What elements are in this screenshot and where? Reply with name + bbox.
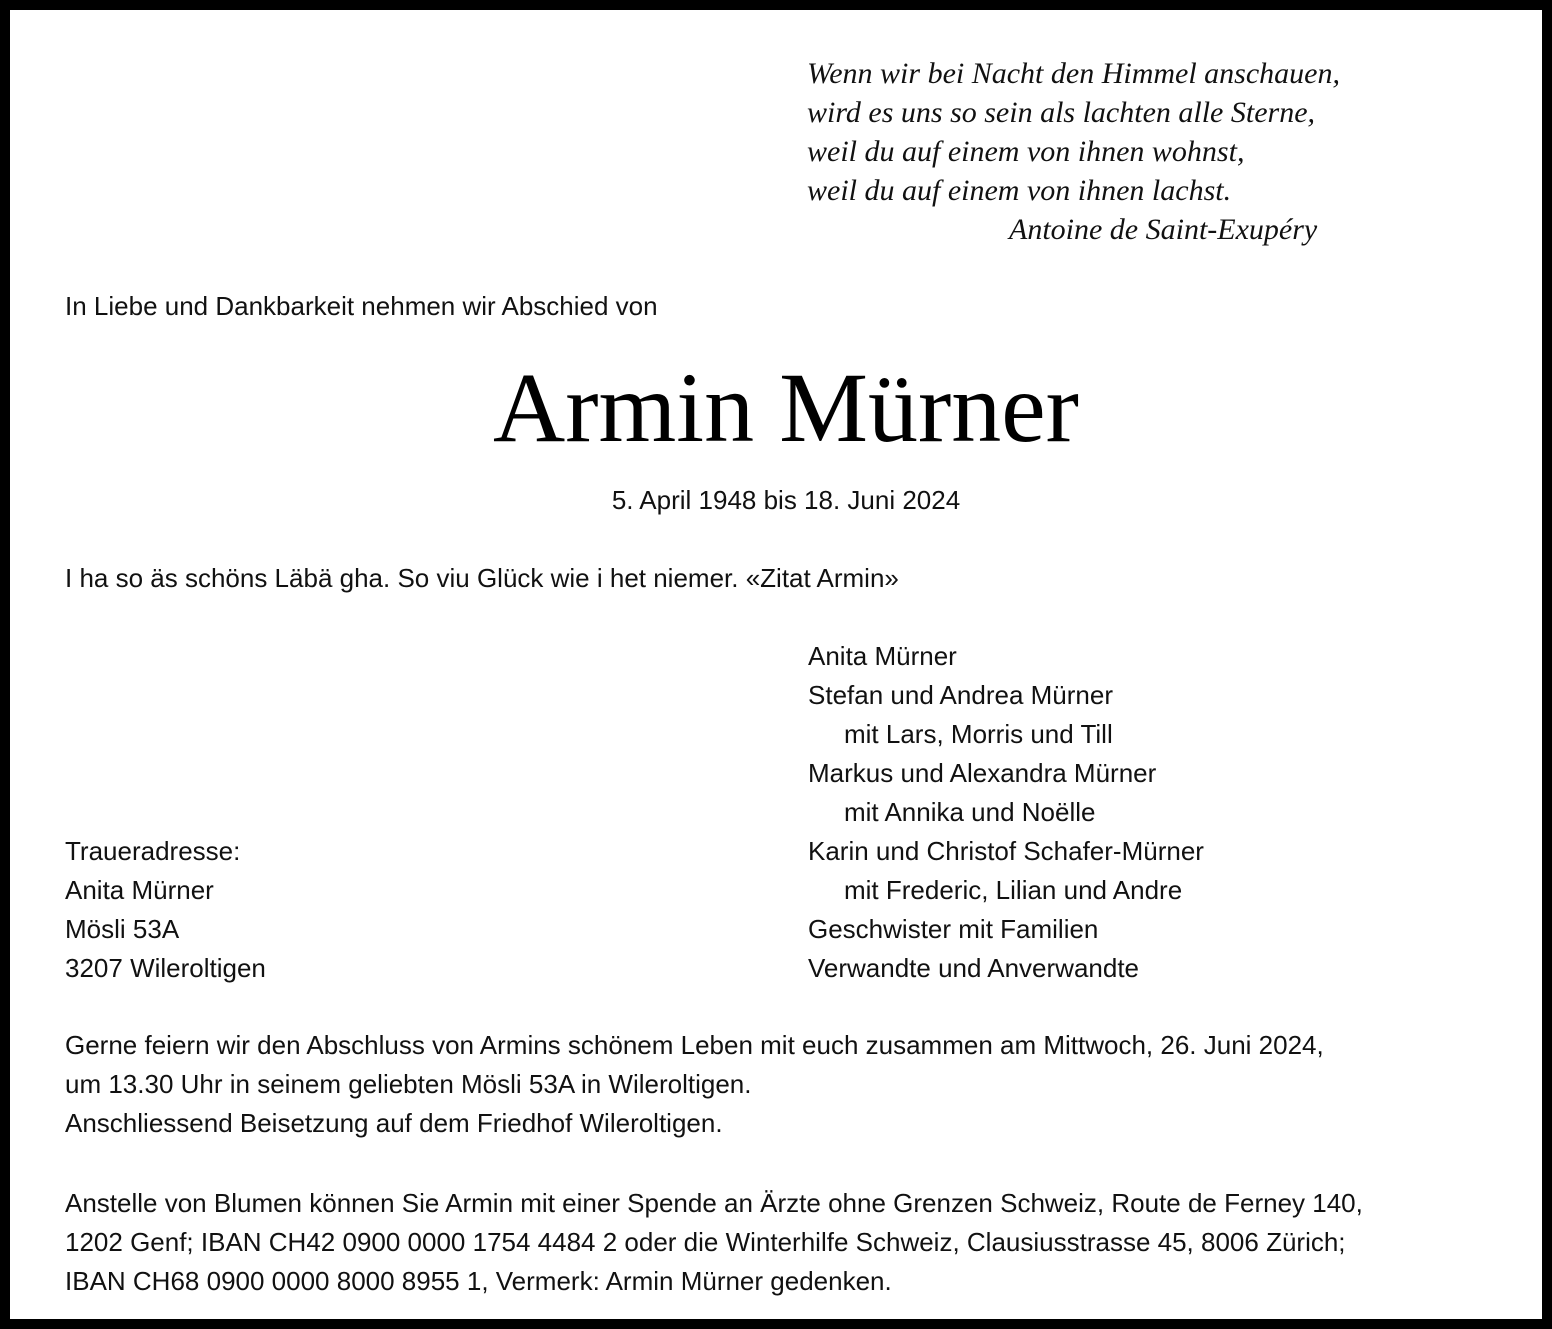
poem-line: weil du auf einem von ihnen lachst. bbox=[807, 174, 1232, 207]
mourning-address bbox=[65, 832, 266, 988]
poem-block bbox=[807, 54, 1340, 249]
address-label: Traueradresse: bbox=[65, 836, 241, 866]
family-member-children: mit Frederic, Lilian und Andre bbox=[844, 875, 1183, 905]
poem-line: weil du auf einem von ihnen wohnst, bbox=[807, 135, 1245, 168]
family-member: Geschwister mit Familien bbox=[808, 914, 1099, 944]
family-list bbox=[808, 637, 1204, 988]
family-member-children: mit Lars, Morris und Till bbox=[844, 719, 1113, 749]
ceremony-line: Gerne feiern wir den Abschluss von Armins schönem Leben mit euch zusammen am Mittwoch, 26. Juni 2024, bbox=[65, 1030, 1324, 1060]
poem-line: Wenn wir bei Nacht den Himmel anschauen, bbox=[807, 57, 1340, 90]
poem-author: Antoine de Saint-Exupéry bbox=[1009, 213, 1318, 246]
family-member: Verwandte und Anverwandte bbox=[808, 953, 1140, 983]
family-member: Stefan und Andrea Mürner bbox=[808, 680, 1113, 710]
ceremony-text bbox=[65, 1026, 1324, 1143]
personal-quote: I ha so äs schöns Läbä gha. So viu Glück wie i het niemer. «Zitat Armin» bbox=[65, 563, 899, 593]
donation-line: 1202 Genf; IBAN CH42 0900 0000 1754 4484 2 oder die Winterhilfe Schweiz, Clausiusstrasse 45, 8006 Zürich; bbox=[65, 1227, 1346, 1257]
family-member: Markus und Alexandra Mürner bbox=[808, 758, 1157, 788]
deceased-name: Armin Mürner bbox=[493, 352, 1079, 463]
address-city: 3207 Wileroltigen bbox=[65, 953, 266, 983]
donation-text bbox=[65, 1184, 1363, 1301]
poem-line: wird es uns so sein als lachten alle Sterne, bbox=[807, 96, 1316, 129]
ceremony-line: um 13.30 Uhr in seinem geliebten Mösli 53A in Wileroltigen. bbox=[65, 1069, 752, 1099]
donation-line: IBAN CH68 0900 0000 8000 8955 1, Vermerk: Armin Mürner gedenken. bbox=[65, 1266, 892, 1296]
family-member-children: mit Annika und Noëlle bbox=[844, 797, 1096, 827]
address-street: Mösli 53A bbox=[65, 914, 180, 944]
family-member: Anita Mürner bbox=[808, 641, 957, 671]
family-member: Karin und Christof Schafer-Mürner bbox=[808, 836, 1204, 866]
life-dates: 5. April 1948 bis 18. Juni 2024 bbox=[611, 485, 961, 515]
address-name: Anita Mürner bbox=[65, 875, 214, 905]
intro-text: In Liebe und Dankbarkeit nehmen wir Abschied von bbox=[65, 291, 658, 321]
ceremony-line: Anschliessend Beisetzung auf dem Friedhof Wileroltigen. bbox=[65, 1108, 723, 1138]
donation-line: Anstelle von Blumen können Sie Armin mit einer Spende an Ärzte ohne Grenzen Schweiz, Route de Ferney 140, bbox=[65, 1188, 1363, 1218]
